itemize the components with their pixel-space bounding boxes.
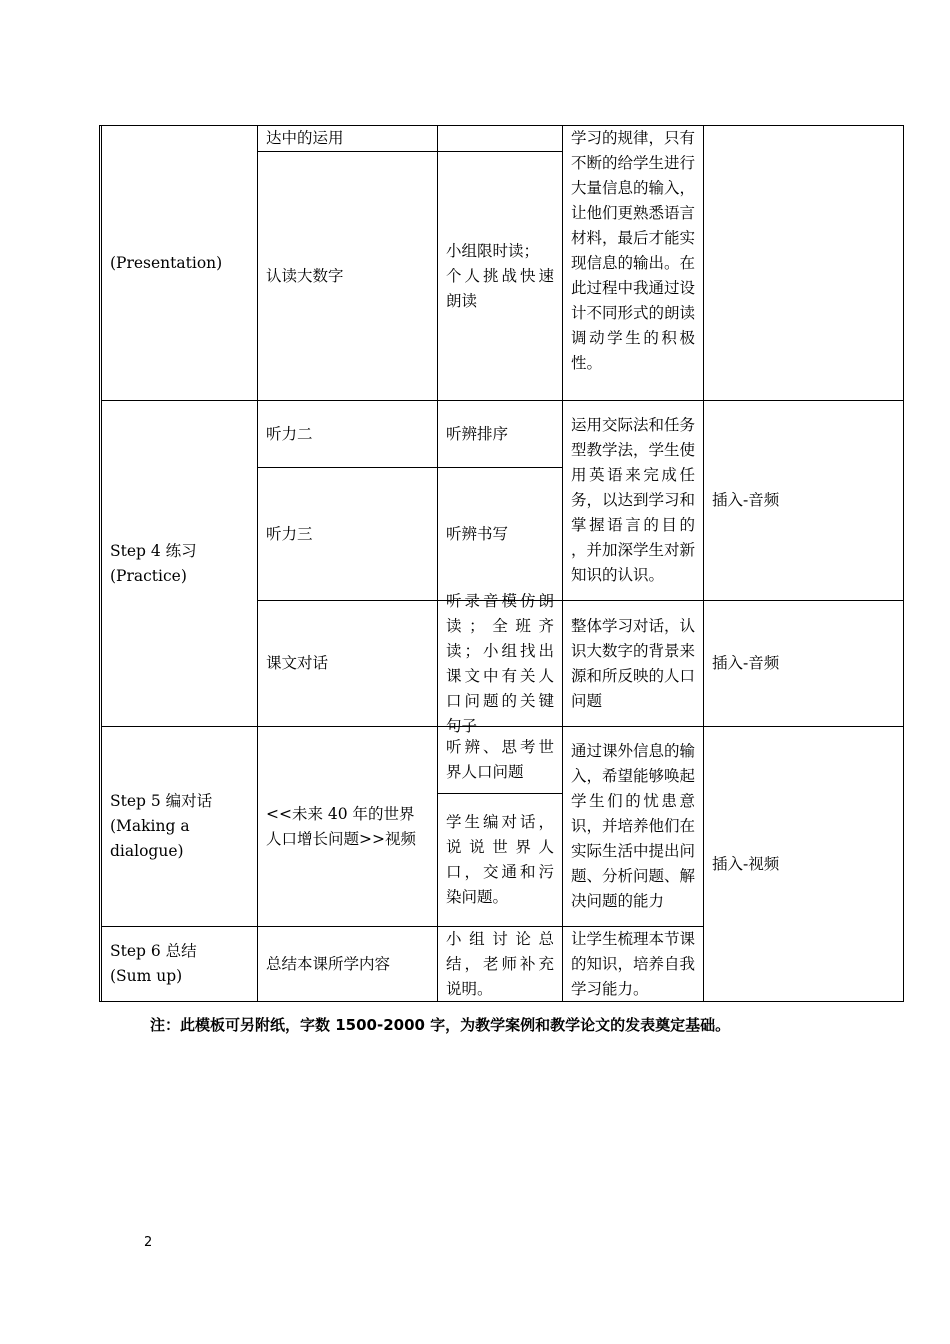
step-cell-presentation: [101, 125, 258, 401]
activity-cell: 听辨书写: [437, 467, 563, 601]
purpose-cell: 学习的规律，只有不断的给学生进行大量信息的输入，让他们更熟悉语言材料，最后才能实现信息的输出。在此过程中我通过设计不同形式的朗读调动学生的积极性。: [562, 125, 704, 401]
step-cell-sumup: [101, 926, 258, 1002]
activity-cell: 学生编对话，说说世界人口，交通和污染问题。: [437, 793, 563, 927]
media-cell: 插入-视频: [703, 726, 904, 1002]
content-cell: 达中的运用: [257, 125, 438, 152]
media-cell: 插入-音频: [703, 400, 904, 601]
purpose-cell: 整体学习对话，认识大数字的背景来源和所反映的人口问题: [562, 600, 704, 727]
purpose-cell: 通过课外信息的输入，希望能够唤起学生们的忧患意识，并培养他们在实际生活中提出问题、分析问题、解决问题的能力: [562, 726, 704, 927]
activity-cell: 听录音模仿朗读；全班齐读；小组找出课文中有关人口问题的关键句子: [437, 600, 563, 727]
media-cell: 插入-音频: [703, 600, 904, 727]
purpose-cell: 运用交际法和任务型教学法，学生使用英语来完成任务，以达到学习和掌握语言的目的 ，并加深学生对新知识的认识。: [562, 400, 704, 601]
media-cell-empty: [703, 125, 904, 401]
template-note: 注：此模板可另附纸，字数 1500-2000 字，为教学案例和教学论文的发表奠定基础。: [150, 1016, 731, 1034]
content-cell: 课文对话: [257, 600, 438, 727]
activity-cell: 小组讨论总结，老师补充说明。: [437, 926, 563, 1002]
activity-cell: 听辨排序: [437, 400, 563, 468]
step-label: Step 5 编对话 (Making a dialogue): [110, 792, 213, 860]
activity-cell: 听辨、思考世界人口问题: [437, 726, 563, 794]
content-cell: 认读大数字: [257, 151, 438, 401]
activity-cell: 小组限时读； 个人挑战快速朗读: [437, 151, 563, 401]
content-cell: 总结本课所学内容: [257, 926, 438, 1002]
step-label: Step 6 总结 (Sum up): [110, 942, 197, 985]
content-cell: <<未来 40 年的世界人口增长问题>>视频: [257, 726, 438, 927]
activity-cell-empty: [437, 125, 563, 152]
page-number: 2: [144, 1235, 153, 1250]
content-cell: 听力二: [257, 400, 438, 468]
purpose-cell: 让学生梳理本节课的知识，培养自我学习能力。: [562, 926, 704, 1002]
step-cell-dialogue: [101, 726, 258, 927]
step-cell-practice: [101, 400, 258, 727]
step-label: (Presentation): [110, 253, 223, 272]
step-label: Step 4 练习 (Practice): [110, 541, 197, 585]
content-cell: 听力三: [257, 467, 438, 601]
